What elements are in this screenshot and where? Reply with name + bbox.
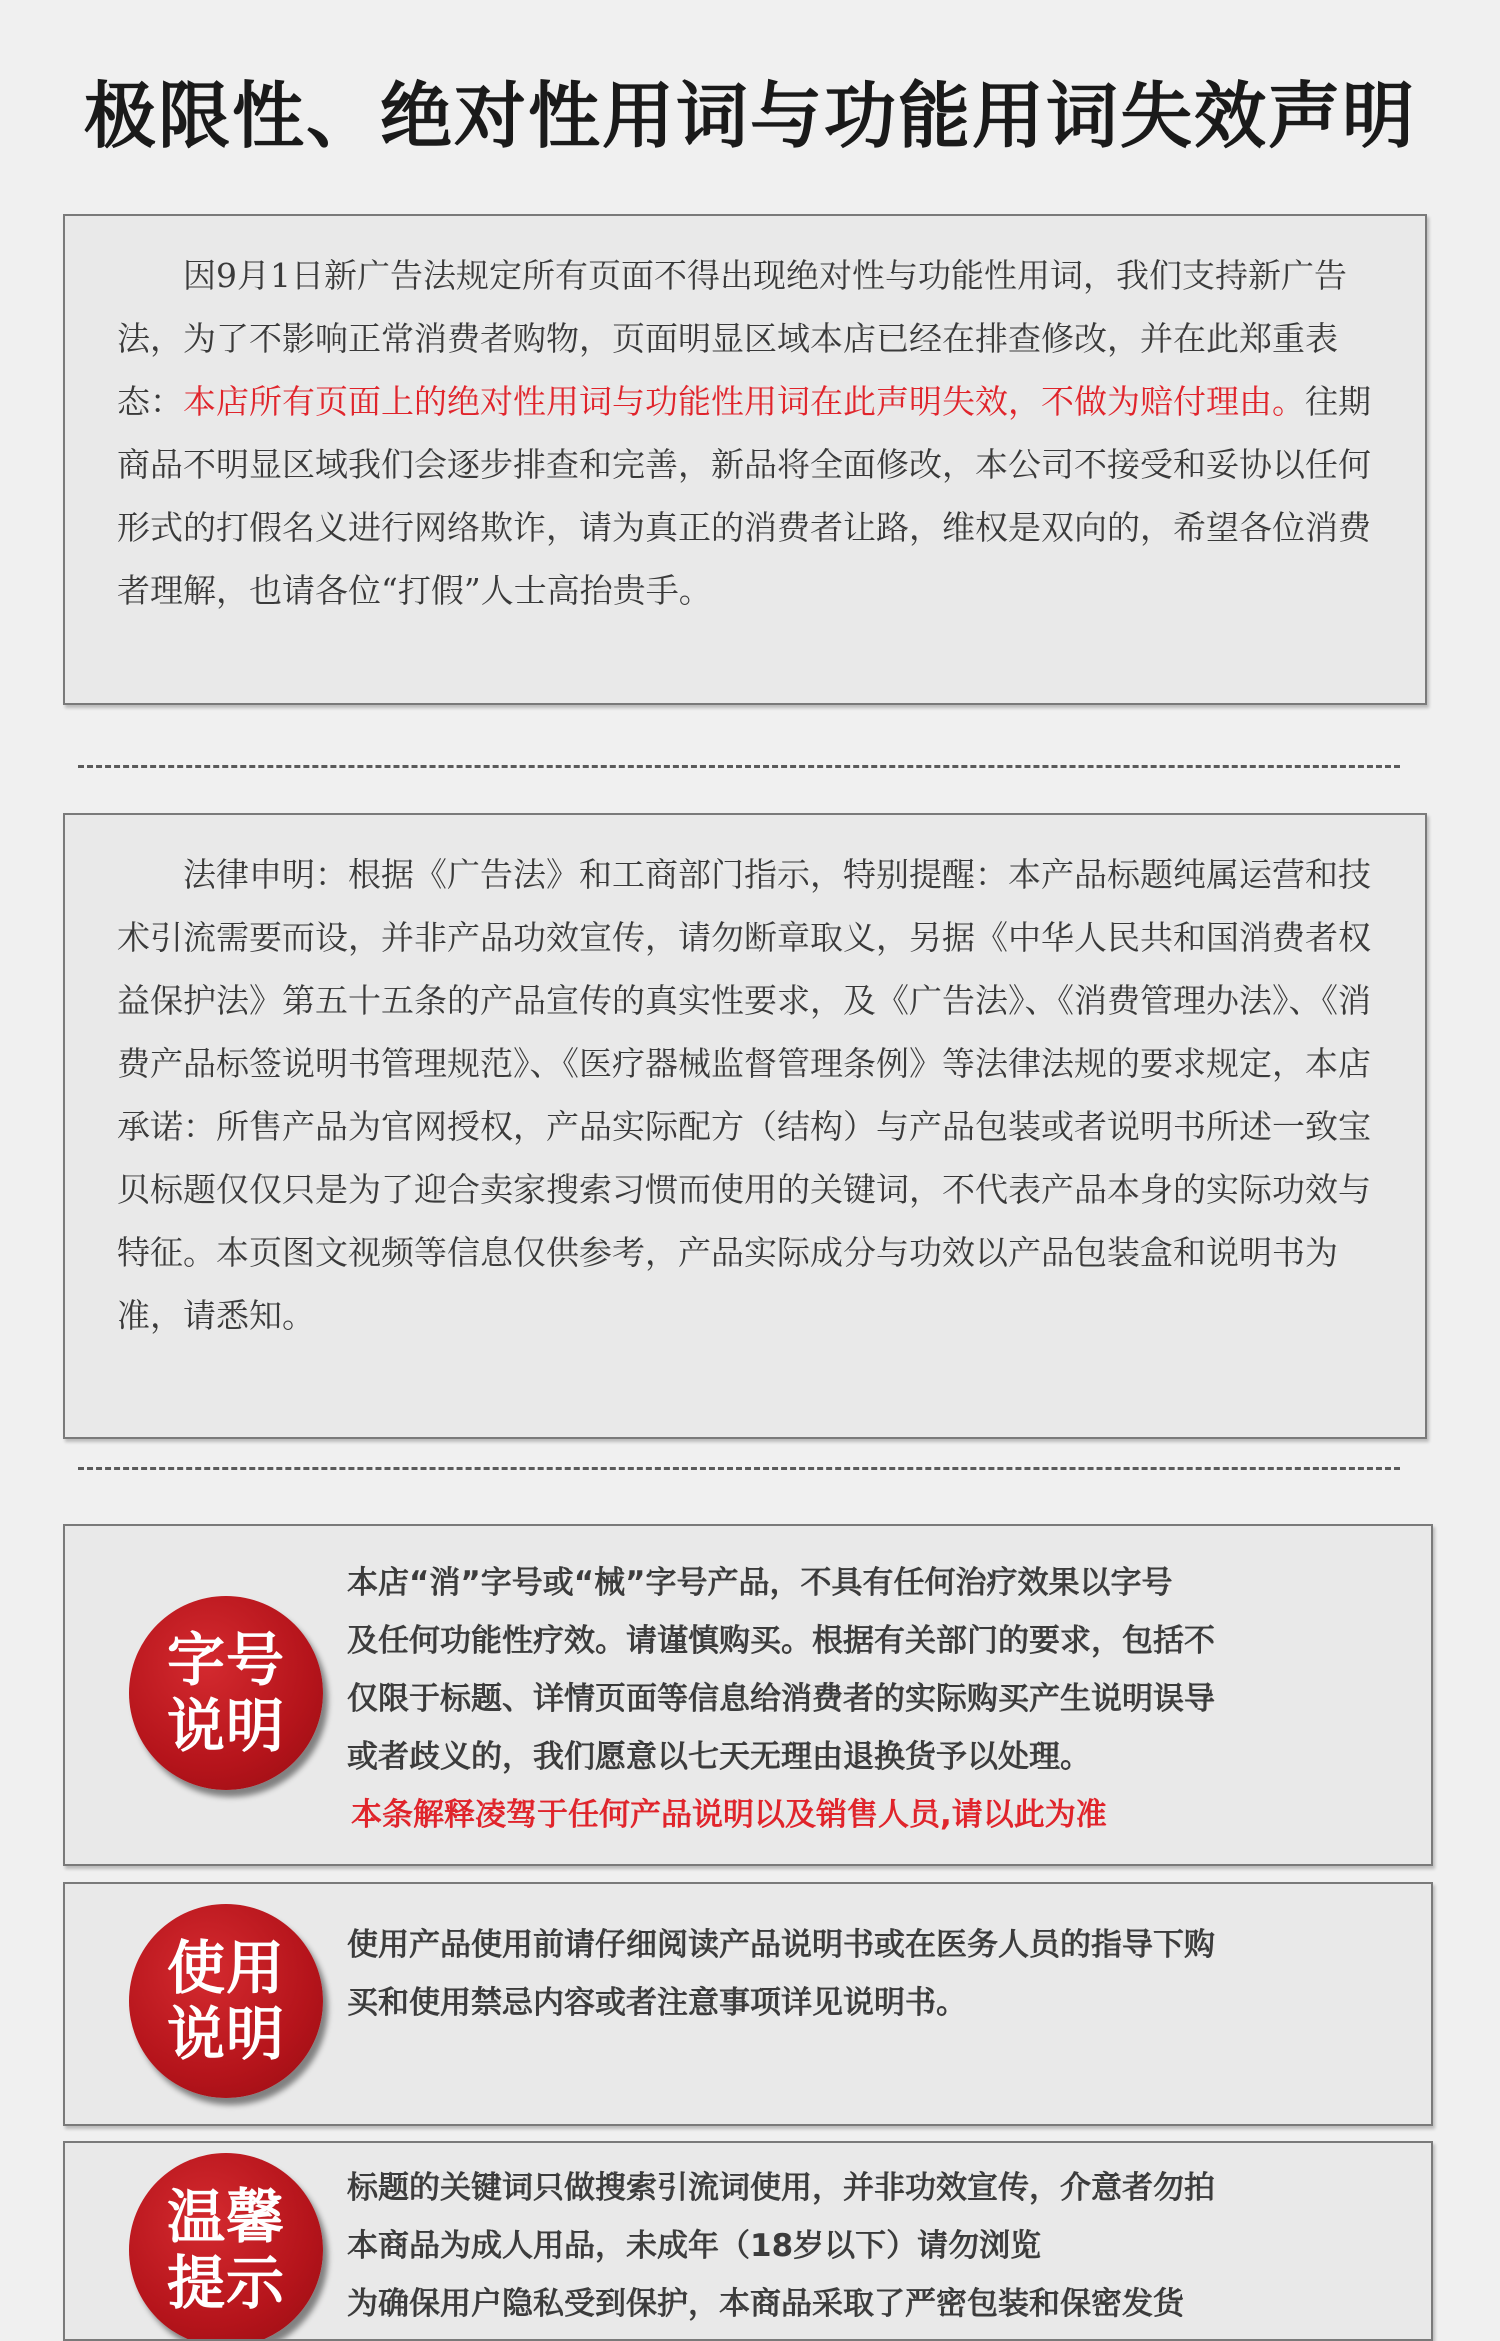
badge-text-bottom: 说明 <box>166 2000 285 2068</box>
badge-text-top: 使用 <box>166 1934 285 2002</box>
license-info-box <box>63 1524 1433 1866</box>
info-line: 及任何功能性疗效。请谨慎购买。根据有关部门的要求，包括不 <box>347 1623 1215 1659</box>
legal-statement-text: 法律申明：根据《广告法》和工商部门指示，特别提醒：本产品标题纯属运营和技术引流需要而设，并非产品功效宣传，请勿断章取义，另据《中华人民共和国消费者权益保护法》第五十五条的产品宣传的真实性要求，及《广告法》、《消费管理办法》、《消费产品标签说明书管理规范》、《医疗器械监督管理条例》等法律法规的要求规定，本店承诺：所售产品为官网授权，产品实际配方（结构）与产品包装或者说明书所述一致宝贝标题仅仅只是为了迎合卖家搜索习惯而使用的关键词，不代表产品本身的实际功效与特征。本页图文视频等信息仅供参考，产品实际成分与功效以产品包装盒和说明书为准，请悉知。 <box>117 855 1371 1335</box>
tips-info-text <box>347 2159 1375 2333</box>
info-line: 使用产品使用前请仔细阅读产品说明书或在医务人员的指导下购 <box>347 1927 1215 1963</box>
info-line: 标题的关键词只做搜索引流词使用，并非功效宣传，介意者勿拍 <box>347 2170 1215 2206</box>
ad-law-notice-text <box>117 244 1387 622</box>
license-red-note: 本条解释凌驾于任何产品说明以及销售人员,请以此为准 <box>351 1797 1107 1833</box>
notice-text-before: 因9月1日新广告法规定所有页面不得出现绝对性与功能性用词，我们支持新广告法，为了不影响正常消费者购物，页面明显区域本店已经在排查修改，并在此郑重表态： <box>117 256 1347 421</box>
license-badge <box>129 1596 323 1790</box>
info-line: 本商品为成人用品，未成年（18岁以下）请勿浏览 <box>347 2228 1042 2264</box>
dashed-divider <box>78 1467 1400 1470</box>
tips-badge <box>129 2153 323 2341</box>
dashed-divider <box>78 765 1400 768</box>
usage-badge <box>129 1904 323 2098</box>
usage-info-text <box>347 1916 1375 2032</box>
badge-text-top: 温馨 <box>166 2183 285 2251</box>
info-line: 或者歧义的，我们愿意以七天无理由退换货予以处理。 <box>347 1739 1091 1775</box>
ad-law-notice-box <box>63 214 1427 705</box>
info-line: 仅限于标题、详情页面等信息给消费者的实际购买产生说明误导 <box>347 1681 1215 1717</box>
badge-text-bottom: 提示 <box>166 2249 285 2317</box>
notice-text-after: 往期商品不明显区域我们会逐步排查和完善，新品将全面修改，本公司不接受和妥协以任何形式的打假名义进行网络欺诈，请为真正的消费者让路，维权是双向的，希望各位消费者理解，也请各位“打假”人士高抬贵手。 <box>117 382 1371 610</box>
badge-text-bottom: 说明 <box>166 1692 285 1760</box>
license-info-text <box>347 1554 1375 1786</box>
legal-statement-box <box>63 813 1427 1439</box>
info-line: 本店“消”字号或“械”字号产品，不具有任何治疗效果以字号 <box>347 1565 1173 1601</box>
info-line: 为确保用户隐私受到保护，本商品采取了严密包装和保密发货 <box>347 2286 1184 2322</box>
usage-info-box <box>63 1882 1433 2126</box>
notice-highlight-text: 本店所有页面上的绝对性用词与功能性用词在此声明失效，不做为赔付理由。 <box>183 382 1305 421</box>
page-title: 极限性、绝对性用词与功能用词失效声明 <box>83 74 1416 158</box>
tips-info-box <box>63 2141 1433 2341</box>
info-line: 买和使用禁忌内容或者注意事项详见说明书。 <box>347 1985 967 2021</box>
badge-text-top: 字号 <box>166 1626 285 1694</box>
